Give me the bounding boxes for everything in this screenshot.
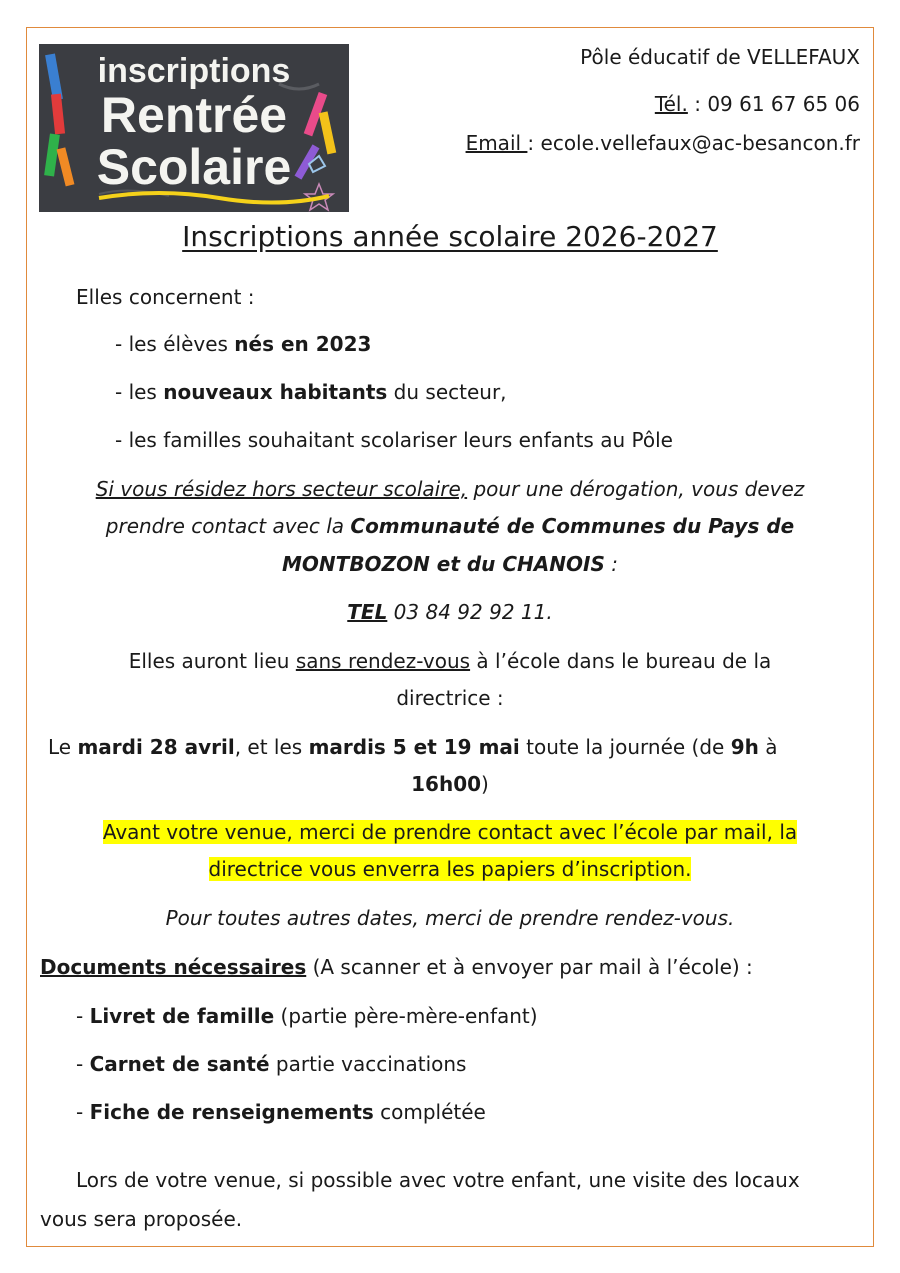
- document-item-3-text: complétée: [373, 1100, 486, 1124]
- derogation-phone-value: 03 84 92 92 11.: [387, 600, 553, 624]
- derogation-phone: [40, 600, 860, 624]
- location-line-1-post: à l’école dans le bureau de la: [470, 649, 772, 673]
- inscriptions-logo: [39, 44, 349, 212]
- concern-item-2: [115, 380, 507, 404]
- dates-line-2: [40, 772, 860, 796]
- documents-heading: [40, 955, 753, 979]
- highlight-line-1: [40, 820, 860, 844]
- concern-item-3: - les familles souhaitant scolariser leurs enfants au Pôle: [115, 428, 673, 452]
- email-value[interactable]: : ecole.vellefaux@ac-besancon.fr: [527, 131, 860, 155]
- dates-bold-1: mardi 28 avril: [77, 735, 235, 759]
- dates-line-1: [48, 735, 777, 759]
- derogation-line-2-bold: Communauté de Communes du Pays de: [350, 514, 795, 538]
- documents-heading-label: Documents nécessaires: [40, 955, 307, 979]
- logo-line1: inscriptions: [97, 52, 291, 90]
- dates-text-2: , et les: [234, 735, 309, 759]
- derogation-line-3: [40, 552, 860, 576]
- derogation-line-2-text: prendre contact avec la: [105, 514, 351, 538]
- email-line: [466, 131, 860, 155]
- closing-line-1: Lors de votre venue, si possible avec votre enfant, une visite des locaux: [76, 1168, 800, 1192]
- dates-bold-2: mardis 5 et 19 mai: [308, 735, 520, 759]
- highlight-text-2: directrice vous enverra les papiers d’inscription.: [208, 857, 692, 881]
- document-item-2-text: partie vaccinations: [269, 1052, 467, 1076]
- dates-text-4: à: [758, 735, 778, 759]
- derogation-line-1: [40, 477, 860, 501]
- dates-bold-4: 16h00: [411, 772, 482, 796]
- concern-intro: Elles concernent :: [76, 285, 255, 309]
- derogation-phone-label: TEL: [347, 600, 388, 624]
- page-title: Inscriptions année scolaire 2026-2027: [182, 220, 718, 253]
- derogation-line-3-bold: MONTBOZON et du CHANOIS: [282, 552, 605, 576]
- derogation-line-2: [40, 514, 860, 538]
- closing-line-2: vous sera proposée.: [40, 1207, 243, 1231]
- document-item-1-bold: Livret de famille: [89, 1004, 275, 1028]
- document-item-1-text: (partie père-mère-enfant): [274, 1004, 538, 1028]
- dates-bold-3: 9h: [730, 735, 759, 759]
- org-name: Pôle éducatif de VELLEFAUX: [580, 45, 860, 69]
- document-item-3-bold: Fiche de renseignements: [89, 1100, 374, 1124]
- dash: -: [76, 1004, 90, 1028]
- concern-item-1: [115, 332, 371, 356]
- location-line-1-underlined: sans rendez-vous: [295, 649, 471, 673]
- concern-item-1-bold: nés en 2023: [234, 332, 372, 356]
- highlight-line-2: [40, 857, 860, 881]
- documents-heading-post: (A scanner et à envoyer par mail à l’école) :: [306, 955, 753, 979]
- derogation-rest: pour une dérogation, vous devez: [467, 477, 805, 501]
- derogation-underlined: Si vous résidez hors secteur scolaire,: [95, 477, 468, 501]
- dash: -: [76, 1100, 90, 1124]
- dates-text-5: ): [481, 772, 489, 796]
- location-line-1-text: Elles auront lieu: [128, 649, 296, 673]
- location-line-1: [40, 649, 860, 673]
- other-dates-note: Pour toutes autres dates, merci de prendre rendez-vous.: [165, 906, 735, 930]
- highlight-text-1: Avant votre venue, merci de prendre contact avec l’école par mail, la: [102, 820, 798, 844]
- derogation-line-3-post: :: [604, 552, 618, 576]
- logo-line2: Rentrée: [100, 87, 288, 143]
- document-item-3: [76, 1100, 486, 1124]
- location-line-2: directrice :: [396, 686, 504, 710]
- phone-label: Tél.: [654, 92, 688, 116]
- document-item-1: [76, 1004, 538, 1028]
- phone-line: [655, 92, 860, 116]
- email-label: Email: [465, 131, 528, 155]
- logo-line3: Scolaire: [96, 139, 292, 195]
- concern-item-2-bold: nouveaux habitants: [163, 380, 388, 404]
- document-item-2-bold: Carnet de santé: [89, 1052, 270, 1076]
- dates-text-3: toute la journée (de: [519, 735, 731, 759]
- phone-value: : 09 61 67 65 06: [687, 92, 860, 116]
- dates-text-1: Le: [48, 735, 78, 759]
- document-item-2: [76, 1052, 466, 1076]
- dash: -: [76, 1052, 90, 1076]
- concern-item-2-text: - les: [115, 380, 164, 404]
- concern-item-1-text: - les élèves: [115, 332, 235, 356]
- concern-item-2-post: du secteur,: [387, 380, 507, 404]
